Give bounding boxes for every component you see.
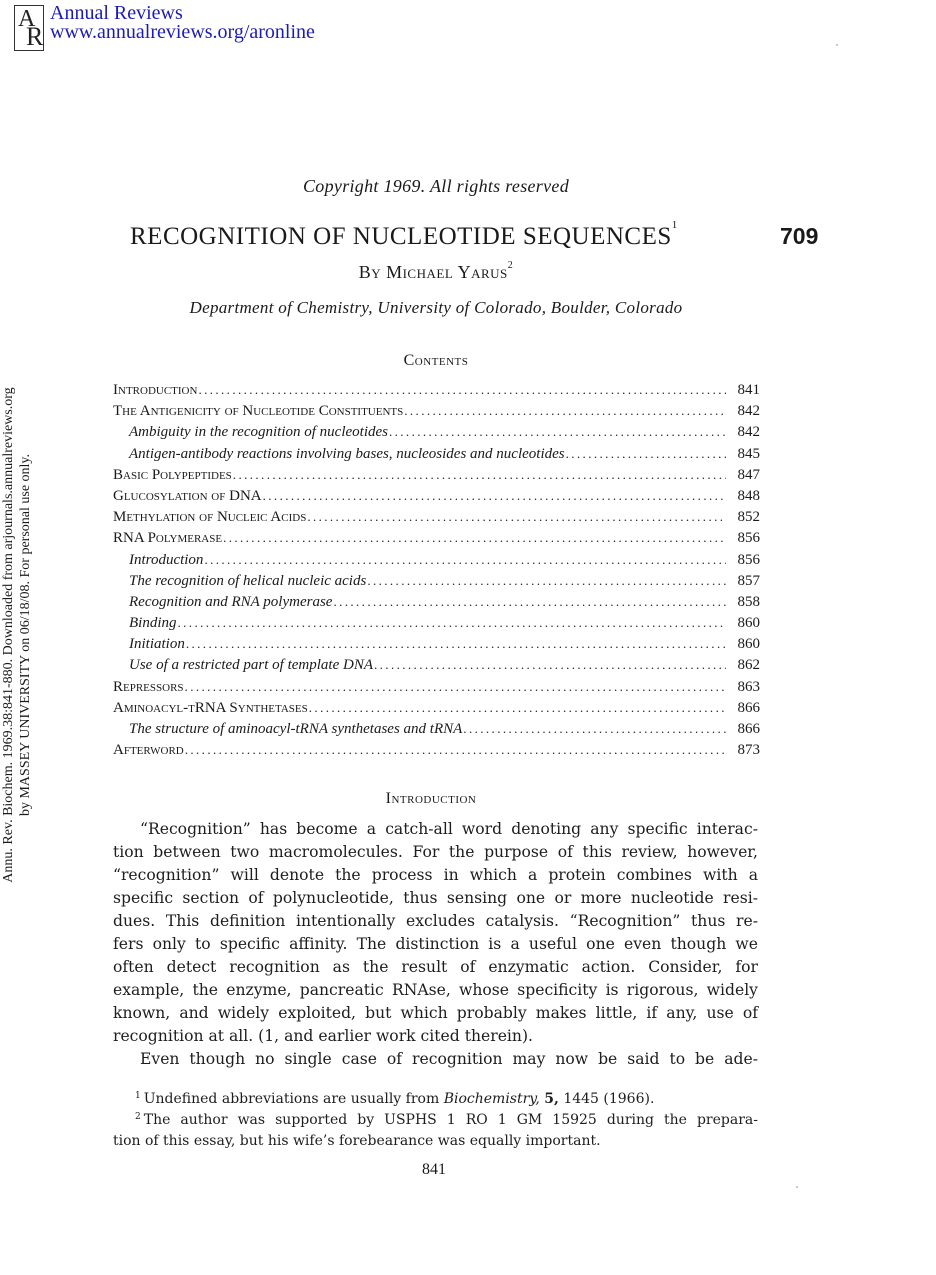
footnote-1-journal: Biochemistry, bbox=[443, 1091, 540, 1107]
body-line: recognition at all. (1, and earlier work cited therein). bbox=[113, 1027, 533, 1045]
toc-entry-title: RNA Polymerase bbox=[113, 530, 223, 547]
toc-entry-page: 857 bbox=[737, 572, 760, 589]
download-citation-sidebar bbox=[0, 335, 40, 935]
toc-leader bbox=[186, 633, 726, 654]
toc-entry-title: Repressors bbox=[113, 678, 184, 695]
toc-entry-page: 866 bbox=[737, 721, 760, 737]
toc-entry-page: 860 bbox=[737, 636, 760, 653]
table-of-contents bbox=[113, 379, 760, 760]
toc-subentry[interactable] bbox=[113, 421, 760, 442]
copyright-notice: Copyright 1969. All rights reserved bbox=[303, 176, 569, 196]
footnote-1-text: Undefined abbreviations are usually from bbox=[143, 1091, 444, 1107]
toc-leader bbox=[389, 421, 726, 442]
toc-entry-page: 852 bbox=[737, 509, 760, 526]
toc-subentry[interactable] bbox=[113, 612, 760, 633]
toc-entry[interactable] bbox=[113, 697, 760, 718]
toc-subentry[interactable] bbox=[113, 443, 760, 464]
contents-heading: Contents bbox=[403, 352, 469, 369]
toc-entry-page: 841 bbox=[737, 382, 760, 398]
footnote-1-pages: 1445 (1966). bbox=[558, 1091, 655, 1107]
author-name: By Michael Yarus bbox=[358, 262, 508, 282]
body-line: known, and widely exploited, but which probably makes little, if any, use of bbox=[113, 1004, 758, 1022]
toc-leader bbox=[367, 570, 726, 591]
toc-entry-title: Recognition and RNA polymerase bbox=[129, 593, 333, 610]
footnote-2-continued: tion of this essay, but his wife’s forebearance was equally important. bbox=[113, 1133, 601, 1149]
toc-leader bbox=[204, 549, 726, 570]
body-line: dues. This definition intentionally excludes catalysis. “Recognition” thus re- bbox=[113, 912, 758, 930]
website-link[interactable]: www.annualreviews.org/aronline bbox=[50, 21, 315, 43]
toc-subentry[interactable] bbox=[113, 549, 760, 570]
toc-entry[interactable] bbox=[113, 506, 760, 527]
author-affiliation: Department of Chemistry, University of Colorado, Boulder, Colorado bbox=[189, 298, 683, 317]
toc-subentry[interactable] bbox=[113, 718, 760, 739]
toc-leader bbox=[404, 400, 726, 421]
toc-entry-page: 842 bbox=[737, 403, 760, 420]
toc-leader bbox=[374, 654, 726, 675]
toc-entry-title: Aminoacyl-tRNA Synthetases bbox=[113, 699, 308, 716]
body-line: fers only to specific affinity. The distinction is a useful one even though we bbox=[113, 935, 758, 953]
toc-leader bbox=[463, 718, 726, 739]
toc-entry-title: Methylation of Nucleic Acids bbox=[113, 509, 307, 526]
toc-leader bbox=[263, 485, 726, 506]
toc-entry-title: Antigen-antibody reactions involving bases, nucleosides and nucleotides bbox=[129, 445, 565, 462]
toc-leader bbox=[178, 612, 727, 633]
body-line: specific section of polynucleotide, thus sensing one or more nucleotide resi- bbox=[113, 889, 758, 907]
toc-entry-title: Afterword bbox=[113, 742, 184, 759]
toc-entry-page: 856 bbox=[737, 551, 760, 568]
toc-entry-page: 847 bbox=[737, 466, 760, 483]
toc-leader bbox=[223, 527, 726, 548]
toc-entry-page: 863 bbox=[737, 678, 760, 695]
toc-entry-page: 842 bbox=[737, 424, 760, 441]
publisher-link[interactable]: Annual Reviews bbox=[50, 2, 183, 24]
toc-entry-page: 866 bbox=[737, 699, 760, 716]
toc-entry-page: 862 bbox=[737, 657, 760, 674]
footnote-1 bbox=[113, 1089, 758, 1110]
logo-letter-r: R bbox=[26, 22, 44, 51]
scan-speck bbox=[836, 44, 838, 46]
toc-leader bbox=[185, 739, 726, 760]
toc-leader bbox=[233, 464, 726, 485]
toc-entry-page: 848 bbox=[737, 487, 760, 504]
footnote-mark: 2 bbox=[135, 1112, 141, 1122]
toc-entry-page: 873 bbox=[737, 742, 760, 759]
toc-entry[interactable] bbox=[113, 379, 760, 400]
header-links bbox=[50, 4, 315, 42]
toc-entry[interactable] bbox=[113, 527, 760, 548]
toc-entry[interactable] bbox=[113, 400, 760, 421]
stamp-number: 709 bbox=[780, 223, 819, 249]
introduction-body bbox=[113, 818, 758, 1071]
article-title bbox=[130, 219, 678, 251]
title-footnote-mark: 1 bbox=[671, 219, 678, 231]
body-line: example, the enzyme, pancreatic RNAse, whose specificity is rigorous, widely bbox=[113, 981, 758, 999]
toc-entry-page: 858 bbox=[737, 593, 760, 610]
logo-letter-a: A bbox=[18, 6, 36, 32]
toc-entry-page: 860 bbox=[737, 615, 760, 632]
toc-leader bbox=[198, 379, 726, 400]
toc-entry-title: The structure of aminoacyl-tRNA synthetases and tRNA bbox=[129, 721, 463, 737]
toc-entry[interactable] bbox=[113, 464, 760, 485]
toc-entry-title: Use of a restricted part of template DNA bbox=[129, 657, 373, 674]
body-line: tion between two macromolecules. For the purpose of this review, however, bbox=[113, 843, 758, 861]
toc-entry-title: Ambiguity in the recognition of nucleotides bbox=[129, 424, 388, 441]
introduction-heading: Introduction bbox=[385, 790, 477, 807]
article-title-text: RECOGNITION OF NUCLEOTIDE SEQUENCES bbox=[130, 223, 672, 250]
annual-reviews-logo bbox=[14, 5, 44, 51]
toc-leader bbox=[185, 676, 726, 697]
toc-subentry[interactable] bbox=[113, 633, 760, 654]
scan-speck bbox=[796, 1186, 798, 1188]
toc-entry-title: Introduction bbox=[113, 382, 198, 398]
toc-entry-title: Glucosylation of DNA bbox=[113, 487, 262, 504]
body-line: Even though no single case of recognition may now be said to be ade- bbox=[140, 1050, 758, 1068]
sidebar-citation-line-1: Annu. Rev. Biochem. 1969.38:841-880. Downloaded from arjournals.annualreviews.org bbox=[1, 387, 16, 883]
footnote-2 bbox=[113, 1110, 758, 1131]
toc-entry[interactable] bbox=[113, 739, 760, 760]
toc-leader bbox=[307, 506, 726, 527]
page-number: 841 bbox=[422, 1161, 446, 1178]
body-line: “recognition” will denote the process in which a protein combines with a bbox=[113, 866, 758, 884]
toc-leader bbox=[309, 697, 726, 718]
toc-entry[interactable] bbox=[113, 485, 760, 506]
footnotes bbox=[113, 1089, 758, 1152]
toc-entry-title: Introduction bbox=[129, 551, 204, 568]
toc-subentry[interactable] bbox=[113, 654, 760, 675]
toc-entry-page: 856 bbox=[737, 530, 760, 547]
sidebar-citation-line-2: by MASSEY UNIVERSITY on 06/18/08. For personal use only. bbox=[18, 453, 33, 817]
body-line: often detect recognition as the result of enzymatic action. Consider, for bbox=[113, 958, 758, 976]
author-byline bbox=[0, 262, 872, 283]
toc-entry-title: The Antigenicity of Nucleotide Constituents bbox=[113, 403, 404, 420]
footnote-1-volume: 5, bbox=[544, 1091, 559, 1107]
toc-leader bbox=[566, 443, 726, 464]
toc-entry-title: Initiation bbox=[129, 636, 185, 653]
toc-entry-title: Binding bbox=[129, 615, 177, 632]
body-line: “Recognition” has become a catch-all word denoting any specific interac- bbox=[140, 820, 758, 838]
footnote-2-text: The author was supported by USPHS 1 RO 1 GM 15925 during the prepara- bbox=[143, 1112, 758, 1128]
toc-subentry[interactable] bbox=[113, 591, 760, 612]
toc-entry-page: 845 bbox=[737, 445, 760, 462]
author-footnote-mark: 2 bbox=[507, 260, 514, 271]
toc-subentry[interactable] bbox=[113, 570, 760, 591]
toc-entry[interactable] bbox=[113, 676, 760, 697]
footnote-mark: 1 bbox=[135, 1091, 141, 1101]
toc-leader bbox=[333, 591, 726, 612]
toc-entry-title: Basic Polypeptides bbox=[113, 466, 232, 483]
toc-entry-title: The recognition of helical nucleic acids bbox=[129, 572, 367, 589]
